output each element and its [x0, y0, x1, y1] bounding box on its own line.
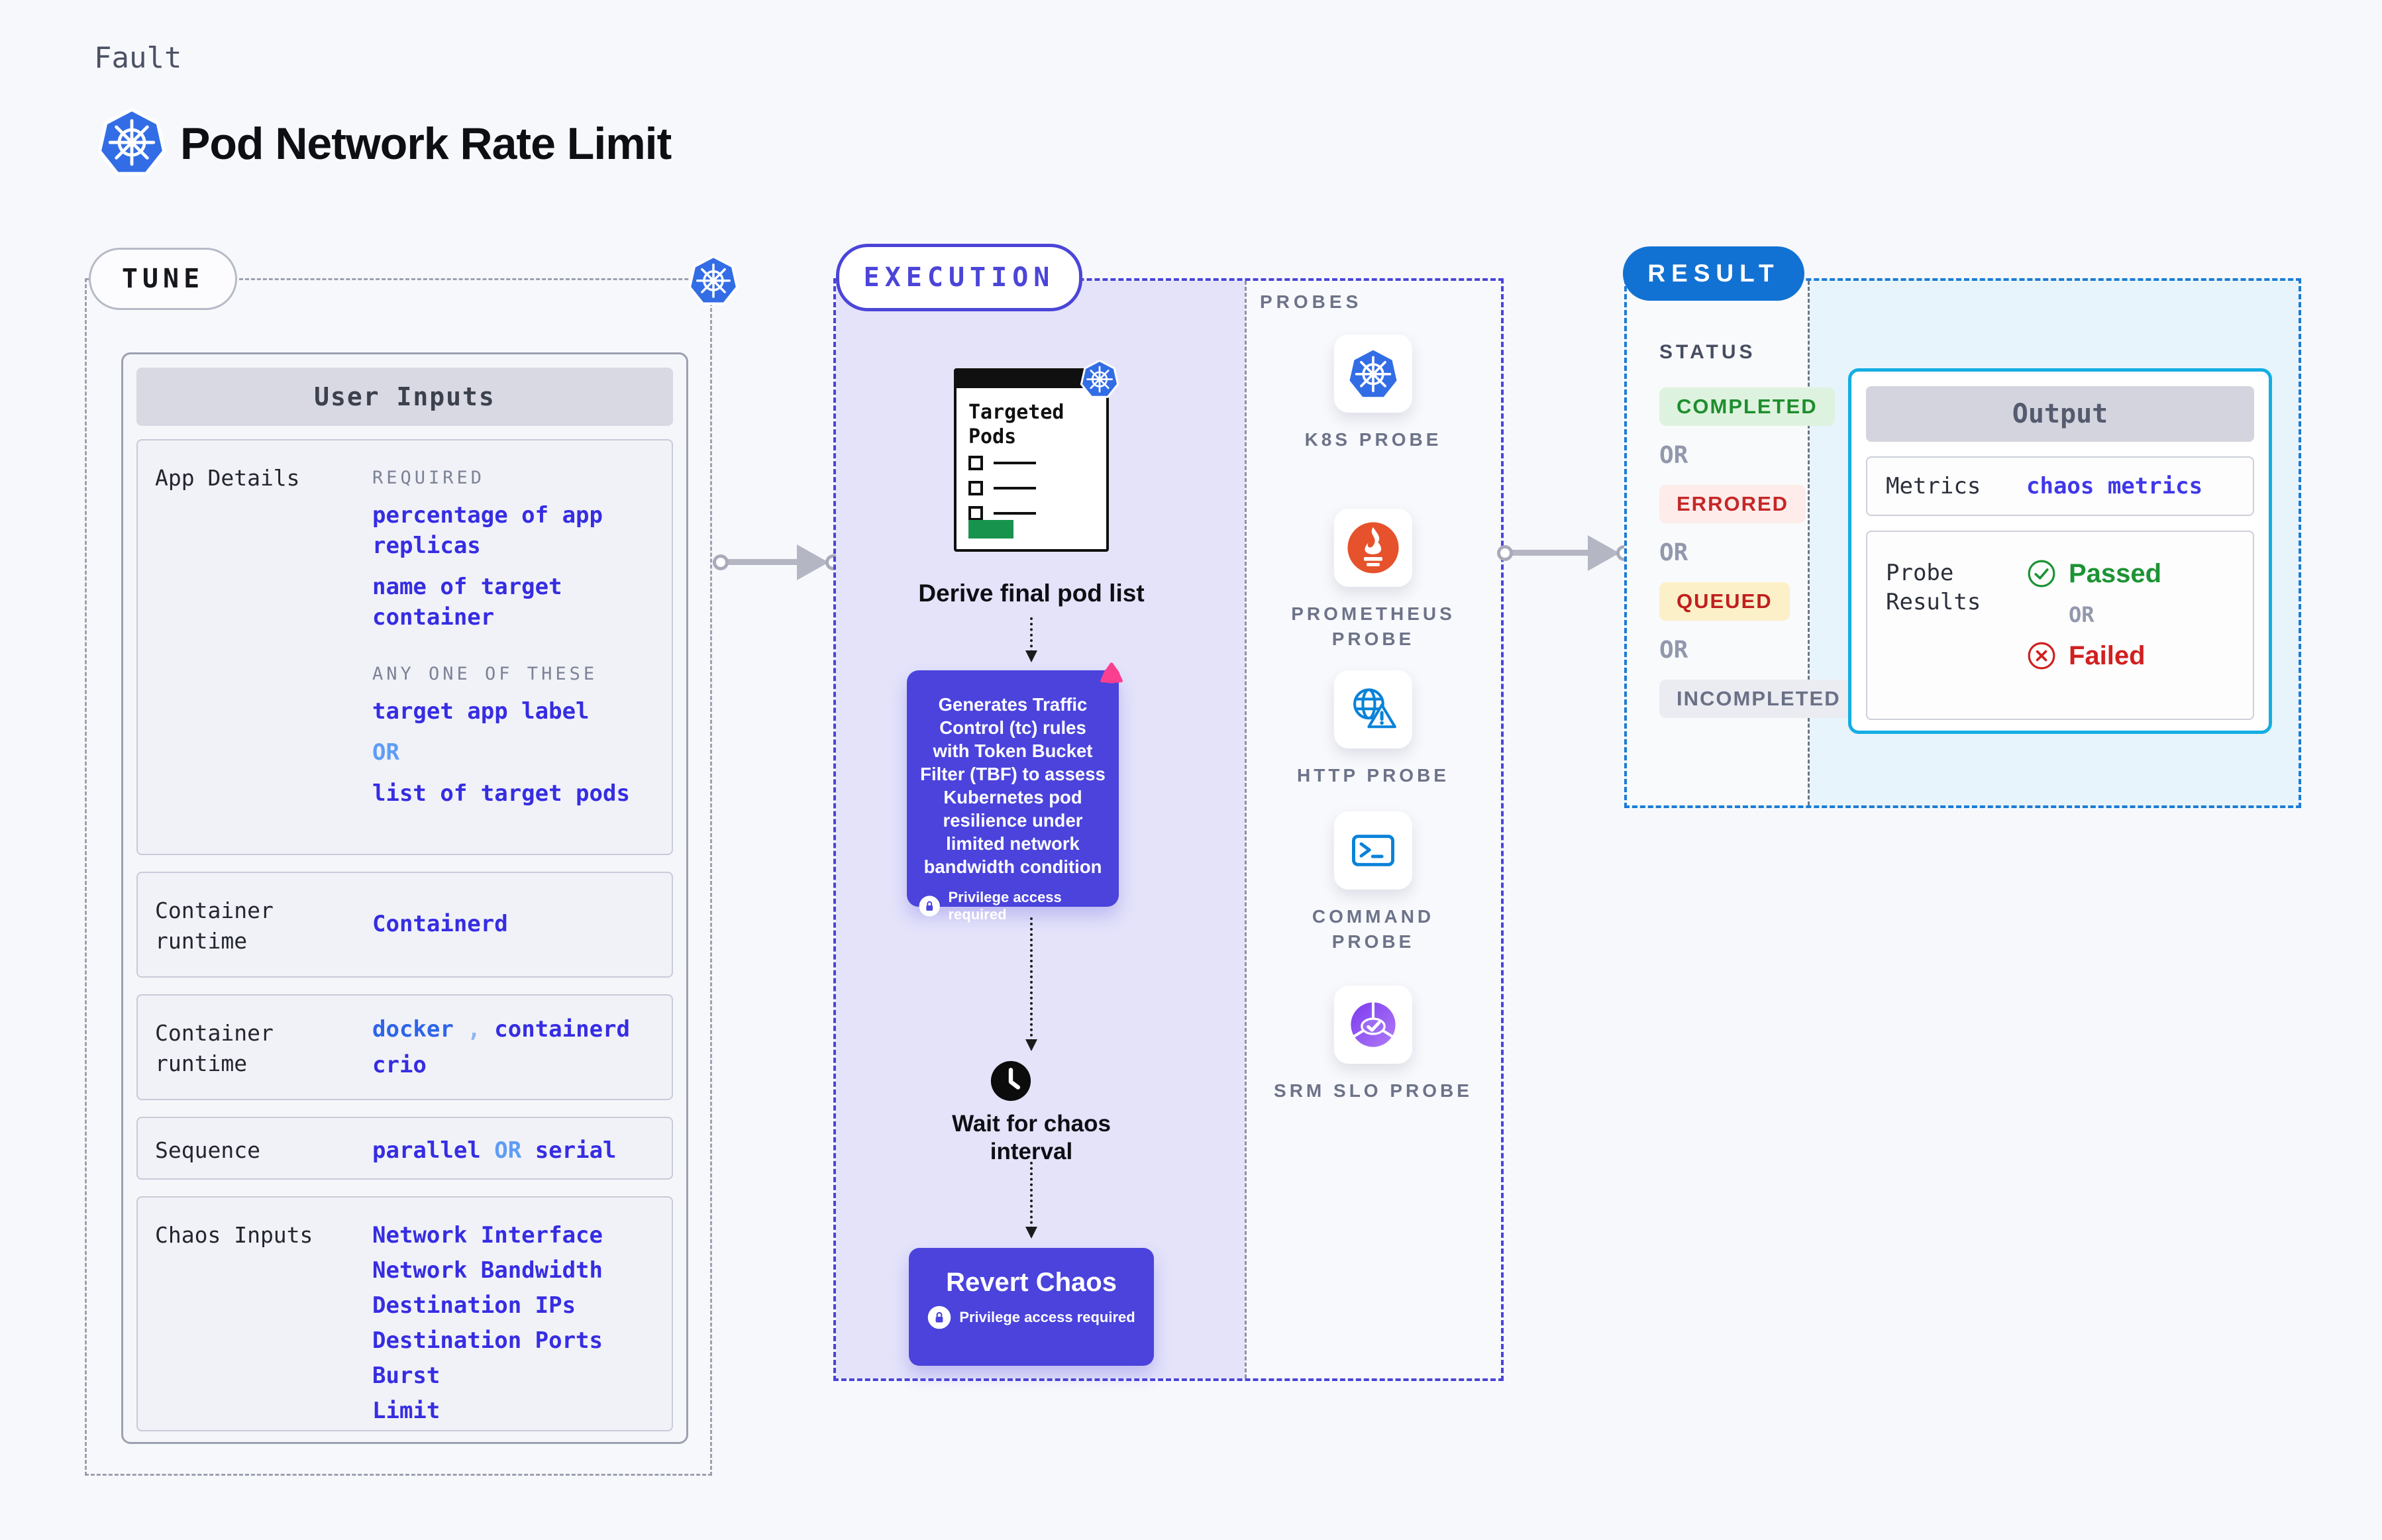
probe-results-row — [1866, 531, 2254, 720]
probe-label: SRM SLO PROBE — [1274, 1080, 1473, 1101]
tune-label-pill: TUNE — [89, 248, 237, 310]
globe-alert-icon — [1346, 682, 1400, 737]
probe-command — [1251, 811, 1496, 954]
sequence-value: parallel — [372, 1137, 481, 1164]
chaos-input: Burst — [372, 1362, 440, 1389]
app-details-row — [136, 439, 673, 855]
runtime-value: containerd — [494, 1016, 630, 1043]
flow-arrow — [717, 543, 837, 580]
clock-icon — [990, 1060, 1032, 1102]
or-separator: OR — [1659, 539, 1688, 566]
execution-label-pill: EXECUTION — [836, 244, 1082, 311]
probe-k8s — [1251, 334, 1496, 452]
container-runtime-row — [136, 994, 673, 1100]
comma: , — [467, 1016, 481, 1043]
probe-http — [1251, 670, 1496, 788]
probe-prometheus — [1251, 509, 1496, 652]
status-badge: QUEUED — [1659, 582, 1790, 621]
probe-label: K8S PROBE — [1304, 429, 1442, 450]
any-one-heading: ANY ONE OF THESE — [372, 664, 598, 684]
probe-label: COMMAND PROBE — [1312, 906, 1435, 952]
pod-checklist-item — [968, 481, 1036, 495]
or-separator: OR — [1659, 637, 1688, 664]
probe-icon-card — [1334, 986, 1412, 1064]
probes-heading: PROBES — [1260, 291, 1363, 312]
chaos-input: Limit — [372, 1398, 440, 1424]
flow-connector — [1030, 917, 1033, 1047]
any-item: target app label — [372, 698, 590, 725]
status-badge: ERRORED — [1659, 485, 1806, 523]
probe-srm-slo — [1251, 986, 1496, 1104]
row-label: Container runtime — [155, 898, 274, 954]
or-separator: OR — [494, 1137, 522, 1164]
status-badge: COMPLETED — [1659, 387, 1835, 426]
derive-pod-list-text: Derive final pod list — [918, 580, 1145, 607]
runtime-value: crio — [372, 1052, 427, 1078]
required-item: percentage of app replicas — [372, 502, 603, 559]
chaos-input: Destination IPs — [372, 1292, 576, 1319]
row-label: Container runtime — [155, 1020, 274, 1076]
flow-connector — [1030, 617, 1033, 658]
kubernetes-icon — [1080, 358, 1119, 400]
fault-eyebrow: Fault — [94, 41, 182, 75]
metrics-label: Metrics — [1886, 473, 1981, 499]
probe-results-label: Probe Results — [1886, 560, 1981, 615]
sequence-row — [136, 1117, 673, 1180]
lock-icon — [919, 894, 940, 918]
chaos-step-card — [907, 670, 1119, 923]
sequence-value: serial — [535, 1137, 617, 1164]
result-label-pill: RESULT — [1623, 246, 1804, 301]
row-label: Chaos Inputs — [155, 1222, 313, 1248]
wait-interval-text: Wait for chaos interval — [952, 1111, 1111, 1164]
progress-bar — [968, 520, 1013, 539]
runtime-value: Containerd — [372, 911, 508, 937]
or-separator: OR — [2069, 602, 2095, 627]
chaos-input: Network Interface — [372, 1222, 603, 1249]
or-separator: OR — [1659, 442, 1688, 469]
kubernetes-icon — [1346, 346, 1400, 401]
any-item: list of target pods — [372, 780, 630, 807]
terminal-icon — [1346, 823, 1400, 878]
chaos-input: Destination Ports — [372, 1327, 603, 1354]
chaos-input: Network Bandwidth — [372, 1257, 603, 1284]
failed-label: Failed — [2069, 641, 2146, 670]
status-heading: STATUS — [1659, 341, 1756, 363]
targeted-pods-title: Targeted Pods — [968, 401, 1064, 448]
privilege-note: Privilege access required — [959, 1309, 1135, 1325]
lock-icon — [927, 1306, 951, 1329]
user-inputs-title: User Inputs — [136, 368, 673, 426]
revert-chaos-card — [909, 1248, 1154, 1366]
output-panel — [1848, 368, 2272, 734]
or-separator: OR — [372, 739, 399, 766]
pod-checklist-item — [968, 506, 1036, 521]
probe-icon-card — [1334, 811, 1412, 890]
status-column — [1659, 341, 1858, 718]
probe-icon-card — [1334, 670, 1412, 748]
metrics-row — [1866, 456, 2254, 516]
probe-label: HTTP PROBE — [1297, 765, 1449, 786]
targeted-pods-card — [954, 368, 1109, 552]
check-circle-icon — [2026, 558, 2057, 589]
probe-label: PROMETHEUS PROBE — [1291, 603, 1455, 649]
passed-label: Passed — [2069, 558, 2162, 588]
user-inputs-panel — [121, 352, 688, 1444]
revert-chaos-title: Revert Chaos — [946, 1268, 1117, 1297]
output-title: Output — [1866, 386, 2254, 442]
prometheus-icon — [1346, 521, 1400, 575]
container-runtime-row — [136, 872, 673, 978]
status-badge: INCOMPLETED — [1659, 680, 1858, 718]
runtime-value: docker — [372, 1016, 454, 1043]
chaos-inputs-row — [136, 1196, 673, 1431]
required-heading: REQUIRED — [372, 468, 486, 488]
x-circle-icon — [2026, 641, 2057, 671]
chaos-step-description: Generates Traffic Control (tc) rules with Token Bucket Filter (TBF) to assess Kubernetes pod resilience under limited network bandwidth condition — [920, 694, 1106, 877]
probe-icon-card — [1334, 334, 1412, 413]
required-item: name of target container — [372, 574, 562, 631]
chaos-icon — [1094, 658, 1129, 694]
metrics-value: chaos metrics — [2026, 473, 2203, 499]
pod-checklist-item — [968, 456, 1036, 470]
page-title: Pod Network Rate Limit — [180, 119, 672, 169]
row-label: Sequence — [155, 1137, 260, 1163]
slo-pie-icon — [1346, 998, 1400, 1052]
flow-arrow — [1502, 534, 1628, 571]
kubernetes-icon — [97, 105, 167, 179]
row-label: App Details — [155, 465, 300, 491]
privilege-note: Privilege access required — [948, 889, 1062, 923]
flow-connector — [1030, 1162, 1033, 1235]
probe-icon-card — [1334, 509, 1412, 587]
kubernetes-icon — [688, 253, 739, 307]
